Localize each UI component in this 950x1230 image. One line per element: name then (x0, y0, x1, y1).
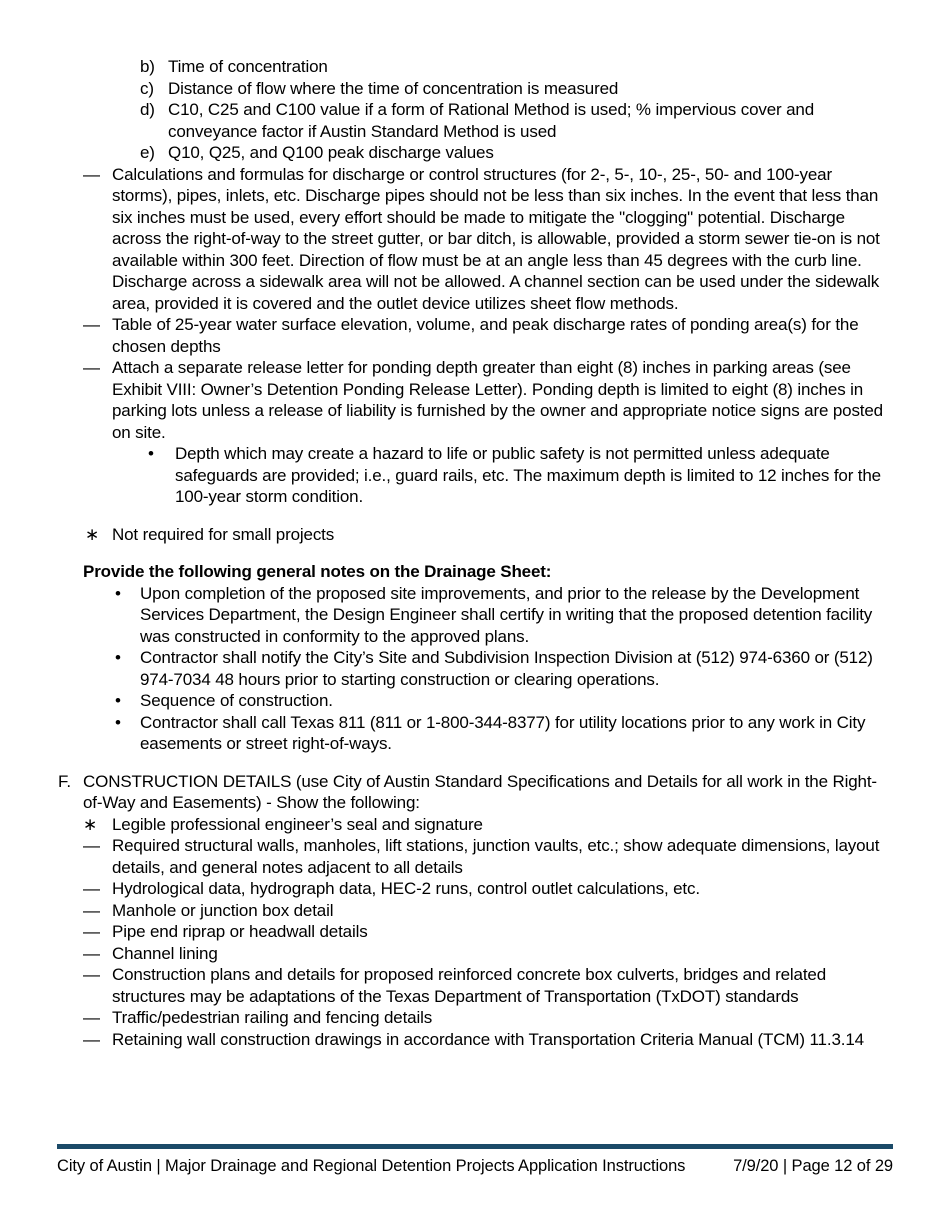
dash-marker: — (83, 900, 100, 920)
section-f-item-structural (0, 835, 893, 878)
item-text: Depth which may create a hazard to life or public safety is not permitted unless adequate safeguards are provided; i.e., guard rails, etc. The maximum depth is limited to 12 inches for the 100-year storm condition. (175, 444, 881, 506)
section-heading-text: CONSTRUCTION DETAILS (use City of Austin Standard Specifications and Details for all work in the Right-of-Way and Easements) - Show the following: (83, 771, 877, 812)
page-footer (57, 1144, 893, 1178)
item-text: Pipe end riprap or headwall details (112, 922, 368, 941)
item-label: d) (140, 100, 155, 119)
section-f-item-channel (0, 943, 893, 965)
item-text: Traffic/pedestrian railing and fencing details (112, 1008, 433, 1027)
general-notes-heading: Provide the following general notes on the Drainage Sheet: (83, 562, 552, 581)
section-f-item-manhole (0, 900, 893, 922)
footer-rule (57, 1144, 893, 1149)
general-note-bullet (0, 690, 893, 712)
dash-marker: — (83, 922, 100, 941)
item-text: Manhole or junction box detail (112, 900, 334, 920)
bullet-marker: • (115, 691, 121, 710)
item-text: C10, C25 and C100 value if a form of Rational Method is used; % impervious cover and conveyance factor if Austin Standard Method is used (168, 100, 815, 141)
bullet-marker: • (115, 583, 121, 603)
dash-marker: — (83, 315, 100, 334)
item-text: Calculations and formulas for discharge or control structures (for 2-, 5-, 10-, 25-, 50- and 100-year storms), pipes, inlets, etc. Discharge pipes should not be less than six inches. In the event that less than six inches must be used, every effort should be made to mitigate the "clogging" potential. Discharge across the right-of-way to the street gutter, or bar ditch, is allowable, provided a storm sewer tie-on is not available within 300 feet. Direction of flow must be at an angle less than 45 degrees with the curb line. Discharge across a sidewalk area will not be allowed. A channel section can be used under the sidewalk area, provided it is covered and the outlet device utilizes sheet flow methods. (112, 164, 880, 313)
section-f-item-railing (0, 1007, 893, 1029)
section-f-item-culverts (0, 964, 893, 1007)
bullet-marker: • (148, 444, 154, 463)
item-text: Retaining wall construction drawings in accordance with Transportation Criteria Manual (TCM) 11.3.14 (112, 1029, 864, 1049)
section-f-item-hydrological (0, 878, 893, 900)
dash-marker: — (83, 879, 100, 898)
item-label: e) (140, 143, 155, 162)
lettered-item-c (0, 78, 893, 100)
page-content (0, 56, 950, 1050)
item-text: Contractor shall notify the City’s Site and Subdivision Inspection Division at (512) 974-6360 or (512) 974-7034 48 hours prior to starting construction or clearing operations. (140, 648, 873, 689)
item-text: Distance of flow where the time of concentration is measured (168, 78, 619, 98)
dash-marker: — (83, 836, 100, 855)
bullet-marker: • (115, 712, 121, 732)
depth-hazard-bullet (0, 443, 893, 508)
dash-marker: — (83, 358, 100, 377)
section-f-item-seal (0, 814, 893, 836)
item-text: Sequence of construction. (140, 691, 333, 710)
item-text: Legible professional engineer’s seal and signature (112, 814, 483, 834)
item-text: Attach a separate release letter for ponding depth greater than eight (8) inches in parking areas (see Exhibit VIII: Owner’s Detention Ponding Release Letter). Ponding depth is limited to eight (8) inches in parking lots unless a release of liability is furnished by the owner and appropriate notice signs are posted on site. (112, 358, 883, 442)
dash-item-table (0, 314, 893, 357)
dash-marker: — (83, 965, 100, 984)
item-text: Time of concentration (168, 57, 328, 76)
section-f-item-retaining-wall (0, 1029, 893, 1051)
footer-date-page-number: 7/9/20 | Page 12 of 29 (733, 1157, 893, 1175)
lettered-item-b (0, 56, 893, 78)
dash-marker: — (83, 1029, 100, 1049)
asterisk-marker: ∗ (83, 814, 98, 834)
item-text: Q10, Q25, and Q100 peak discharge values (168, 143, 494, 162)
dash-item-release-letter (0, 357, 893, 443)
bullet-marker: • (115, 648, 121, 667)
section-label: F. (58, 771, 71, 791)
section-f-item-riprap (0, 921, 893, 943)
item-text: Contractor shall call Texas 811 (811 or 1-800-344-8377) for utility locations prior to any work in City easements or street right-of-ways. (140, 712, 866, 753)
dash-marker: — (83, 943, 100, 963)
lettered-item-d (0, 99, 893, 142)
item-label: c) (140, 78, 154, 98)
item-text: Table of 25-year water surface elevation, volume, and peak discharge rates of ponding area(s) for the chosen depths (112, 315, 859, 356)
dash-item-calculations (0, 164, 893, 315)
item-text: Not required for small projects (112, 524, 335, 544)
general-note-bullet (0, 583, 893, 648)
general-note-bullet (0, 712, 893, 755)
item-text: Hydrological data, hydrograph data, HEC-2 runs, control outlet calculations, etc. (112, 879, 700, 898)
dash-marker: — (83, 1008, 100, 1027)
item-text: Upon completion of the proposed site improvements, and prior to the release by the Development Services Department, the Design Engineer shall certify in writing that the proposed detention facility was constructed in conformity to the approved plans. (140, 583, 873, 646)
footer-document-title: City of Austin | Major Drainage and Regional Detention Projects Application Instructions (57, 1157, 686, 1175)
item-text: Required structural walls, manholes, lift stations, junction vaults, etc.; show adequate dimensions, layout details, and general notes adjacent to all details (112, 836, 880, 877)
general-note-bullet (0, 647, 893, 690)
item-text: Construction plans and details for proposed reinforced concrete box culverts, bridges and related structures may be adaptations of the Texas Department of Transportation (TxDOT) standards (112, 965, 827, 1006)
lettered-item-e (0, 142, 893, 164)
item-text: Channel lining (112, 943, 218, 963)
section-f-heading (0, 771, 893, 814)
dash-marker: — (83, 164, 100, 184)
asterisk-marker: ∗ (85, 524, 100, 544)
small-projects-note (0, 524, 893, 546)
item-label: b) (140, 57, 155, 76)
